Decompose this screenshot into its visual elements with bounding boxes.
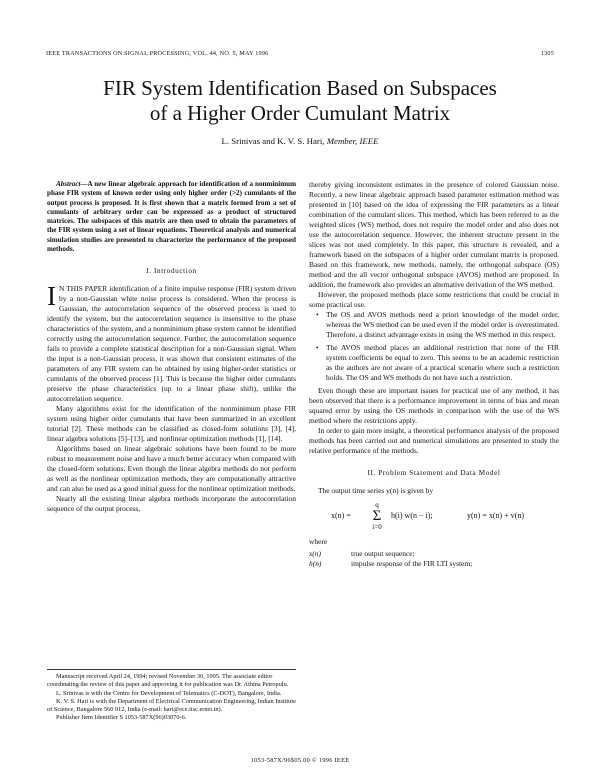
- definition-symbol: h(n): [309, 559, 322, 568]
- equation-second: y(n) = x(n) + v(n): [467, 511, 525, 520]
- author-names: L. Srinivas and K. V. S. Hari,: [221, 136, 325, 146]
- abstract: [47, 180, 296, 254]
- equation-lhs: x(n) =: [331, 511, 351, 520]
- definition-symbol: x(n): [309, 549, 321, 558]
- footnote-publisher-id: Publisher Item Identifier S 1053-587X(96)03070-6.: [56, 714, 187, 722]
- summation-upper: q: [375, 501, 379, 509]
- definition-row: [309, 549, 559, 559]
- definition-text: impulse response of the FIR LTI system;: [351, 559, 473, 568]
- paper-title: [40, 76, 560, 126]
- summation-lower: i=0: [372, 523, 382, 531]
- footnotes: [47, 669, 296, 723]
- definition-row: [309, 559, 559, 569]
- left-column: [47, 180, 296, 514]
- section-heading-intro: I. Introduction: [146, 267, 197, 276]
- drop-cap: I: [47, 281, 56, 312]
- right-paragraph-3: Even though these are important issues for practical use of any method, it has been observed that there is a performance improvement in terms of bias and mean squared error by using the OS methods in comparison with the use of the WS method where the restrictions apply.: [309, 386, 559, 425]
- journal-name: IEEE TRANSACTIONS ON SIGNAL PROCESSING, VOL. 44, NO. 5, MAY 1996: [46, 50, 269, 57]
- author-membership: Member, IEEE: [326, 136, 379, 146]
- abstract-label: Abstract—: [56, 180, 88, 188]
- right-paragraph-4: In order to gain more insight, a theoretical performance analysis of the proposed methods has been carried out and numerical simulations are presented to study the relative performance of the methods.: [309, 426, 559, 455]
- intro-paragraph-1-text: identification of a finite impulse response (FIR) system driven by a non-Gaussian white noise process is considered. When the process is Gaussian, the autocorrelation sequence of the observed process is used to identify the system, but the autocorrelation sequence is insensitive to the phase characteristics of the system, and a nonminimum phase system cannot be identified correctly using the autocorrelation sequence. Further, the autocorrelation sequence fails to provide a complete statistical description for a non-Gaussian signal. When the input is a non-Gaussian process, it was shown that consistent estimates of the parameters of any FIR system can be obtained by using higher-order statistics or cumulants of the observed process [1]. This is because the higher order cumulants preserve the phase characteristics (up to a linear phase shift), unlike the autocorrelation sequence.: [47, 284, 297, 404]
- intro-lead: N THIS PAPER: [59, 284, 108, 294]
- definition-list: [309, 549, 559, 569]
- title-line-2: of a Higher Order Cumulant Matrix: [149, 101, 451, 125]
- title-line-1: FIR System Identification Based on Subspaces: [103, 76, 497, 100]
- right-column: [309, 180, 559, 569]
- intro-paragraph-1: [47, 281, 297, 404]
- where-label: where: [309, 537, 328, 546]
- list-item: • The OS and AVOS methods need a priori knowledge of the model order, whereas the WS method can be used even if the model order is overestimated. Therefore, a distinct advantage exists in using the WS method in this respect.: [326, 310, 559, 340]
- summation: [366, 501, 388, 532]
- intro-paragraph-4: Nearly all the existing linear algebra methods incorporate the autocorrelation sequence of the output process,: [47, 494, 296, 514]
- summation-sign: Σ: [372, 508, 382, 524]
- right-paragraph-5: The output time series y(n) is given by: [318, 486, 434, 495]
- running-header: [46, 50, 554, 60]
- author-line: [40, 136, 560, 146]
- right-paragraph-2: However, the proposed methods place some restrictions that could be crucial in some practical use.: [309, 290, 559, 309]
- definition-text: true output sequence;: [351, 549, 415, 558]
- footnote-manuscript: Manuscript received April 24, 1994; revised November 30, 1995. The associate editor coordinating the review of this paper and approving it for publication was Dr. Athina Petropulu.: [47, 673, 289, 689]
- equation-1: [309, 501, 559, 531]
- intro-paragraph-2: Many algorithms exist for the identification of the nonminimum phase FIR system using higher order cumulants that have been summarized in an excellent tutorial [2]. These methods can be classified as closed-form solutions [3], [4], linear algebra solutions [5]–[13], and nonlinear optimization methods [1], [14].: [47, 404, 296, 444]
- copyright-footer: 1053-587X/96$05.00 © 1996 IEEE: [250, 757, 350, 764]
- equation-rhs: h(i) w(n − i);: [391, 511, 433, 520]
- section-heading-problem: II. Problem Statement and Data Model: [367, 469, 501, 477]
- footnote-author-2: K. V. S. Hari is with the Department of Electrical Communication Engineering, Indian Institute of Science, Bangalore 560 012, India (e-mail: hari@ece.iisc.ernet.in).: [47, 697, 296, 714]
- intro-paragraph-3: Algorithms based on linear algebraic solutions have been found to be more robust to measurement noise and have a much better accuracy when compared with the closed-form solutions. Even though the linear algebra methods do not perform as well as the nonlinear optimization methods, they are computationally attractive and can also be used as a good initial guess for the nonlinear optimization methods.: [47, 444, 296, 494]
- abstract-text: A new linear algebraic approach for identification of a nonminimum phase FIR system of known order using only higher order (>2) cumulants of the output process is proposed. It is first shown that a matrix formed from a set of cumulants of arbitrary order can be expressed as a product of structured matrices. The subspaces of this matrix are then used to obtain the parameters of the FIR system using a set of linear equations. Theoretical analysis and numerical simulation studies are presented to characterize the performance of the proposed methods.: [47, 180, 296, 254]
- page-number: 1305: [540, 50, 554, 57]
- restriction-list: [309, 310, 559, 383]
- footnote-author-1: L. Srinivas is with the Centre for Development of Telematics (C-DOT), Bangalore, India.: [56, 689, 282, 697]
- right-paragraph-1: thereby giving inconsistent estimates in the presence of colored Gaussian noise. Recently, a new linear algebraic approach based parameter estimation method was presented in [10] based on the idea of expressing the FIR parameters as a linear combination of the cumulant slices. This method, which has been referred to as the weighted slices (WS) method, does not require the model order and also does not use the autocorrelation sequence. However, the inherent structure present in the slices was not used completely. In this paper, this structure is revealed, and a framework based on the subspaces of a higher order cumulant matrix is proposed. Based on this framework, new methods, namely, the orthogonal subspace (OS) method and the all vector orthogonal subspace (AVOS) method are proposed. In addition, the framework also provides an alternative derivation of the WS method.: [309, 180, 559, 289]
- list-item: • The AVOS method places an additional restriction that none of the FIR system coefficients be equal to zero. This seems to be an academic restriction as the authors are not aware of a practical scenario where such a restriction holds. The OS and WS methods do not have such a restriction.: [326, 343, 559, 383]
